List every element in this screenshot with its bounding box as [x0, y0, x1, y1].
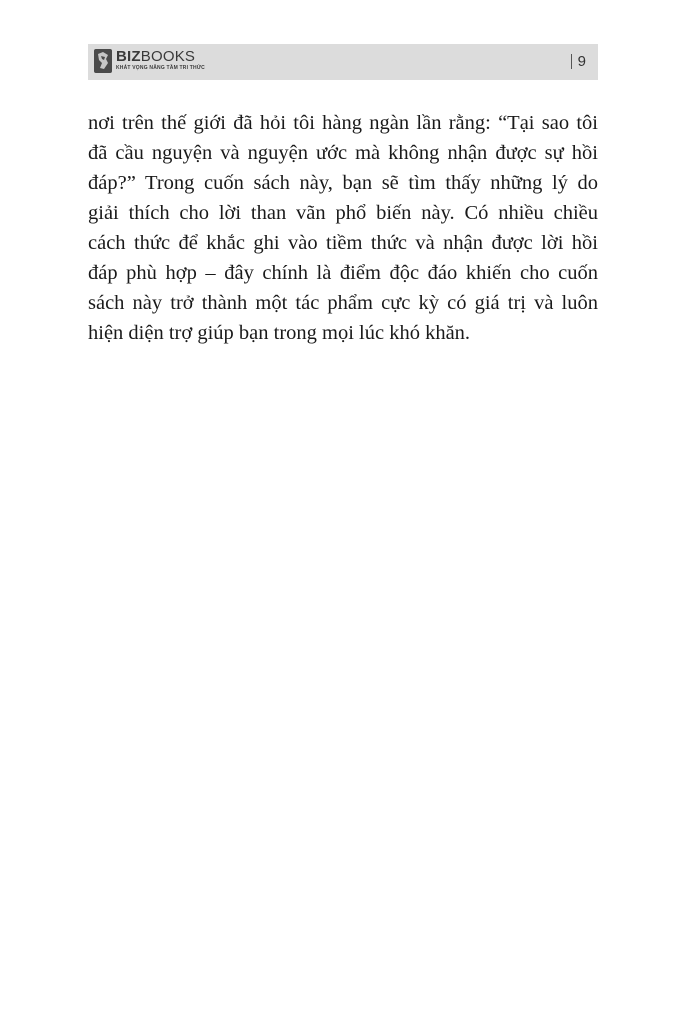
logo-wordmark — [116, 49, 205, 64]
page-number-divider — [571, 54, 572, 69]
text-line: hiện diện trợ giúp bạn trong mọi lúc khó khăn. — [88, 322, 471, 344]
page-number: 9 — [577, 53, 586, 70]
logo-tagline: KHÁT VỌNG NÂNG TẦM TRI THỨC — [116, 65, 205, 71]
text-line: sách này trở thành một tác phẩm cực kỳ có giá trị và luôn — [88, 292, 598, 314]
logo-books: BOOKS — [140, 48, 196, 65]
text-line: cách thức để khắc ghi vào tiềm thức và nhận được lời hồi — [88, 232, 598, 254]
bizbooks-logo — [94, 49, 205, 73]
bizbooks-emblem-icon — [94, 49, 112, 73]
text-line: giải thích cho lời than vãn phổ biến này. Có nhiều chiều — [88, 202, 598, 224]
logo-biz: BIZ — [116, 48, 141, 65]
text-line: đáp?” Trong cuốn sách này, bạn sẽ tìm thấy những lý do — [88, 172, 598, 194]
text-line: đáp phù hợp – đây chính là điểm độc đáo khiến cho cuốn — [88, 262, 598, 284]
text-line: nơi trên thế giới đã hỏi tôi hàng ngàn lần rằng: “Tại sao tôi — [88, 112, 598, 134]
body-paragraph — [88, 108, 598, 348]
page-header — [88, 44, 598, 80]
text-line: đã cầu nguyện và nguyện ước mà không nhận được sự hồi — [88, 142, 598, 164]
page-number-area — [571, 53, 586, 70]
